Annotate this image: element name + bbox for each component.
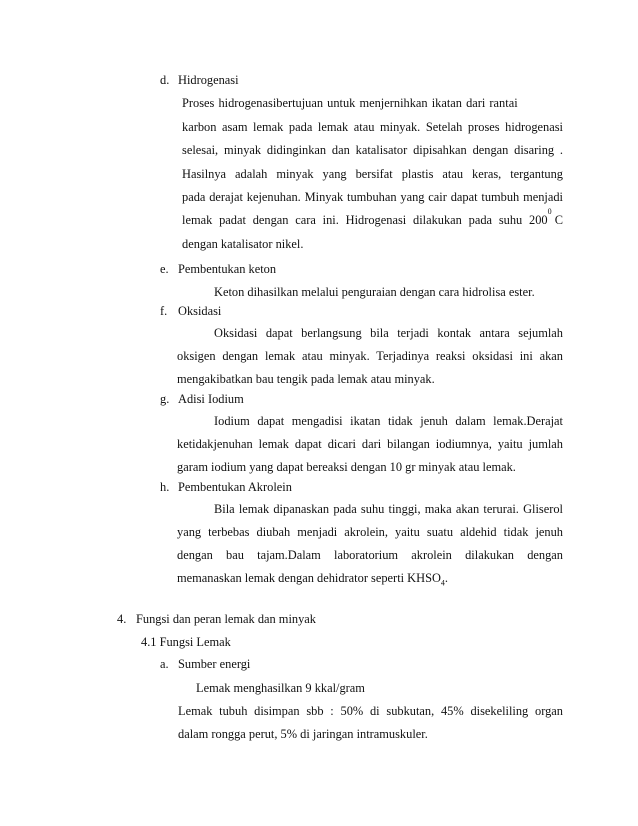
item-e-label: e. bbox=[160, 262, 169, 276]
item-d-line-7: dengan katalisator nikel. bbox=[182, 237, 304, 251]
item-f-title: Oksidasi bbox=[178, 304, 222, 318]
item-h-title: Pembentukan Akrolein bbox=[178, 480, 292, 494]
formula-end: . bbox=[444, 571, 449, 585]
temperature-unit: C bbox=[551, 213, 563, 227]
item-g-line-1: Iodium dapat mengadisi ikatan tidak jenuh dalam lemak.Derajat bbox=[214, 414, 563, 428]
item-d-line-4: Hasilnya adalah minyak yang bersifat plastis atau keras, tergantung bbox=[182, 167, 563, 181]
item-f-line-2: oksigen dengan lemak atau minyak. Terjadinya reaksi oksidasi ini akan bbox=[177, 349, 563, 363]
subsection-4-1-heading: 4.1 Fungsi Lemak bbox=[141, 635, 231, 649]
item-g-line-3: garam iodium yang dapat bereaksi dengan 10 gr minyak atau lemak. bbox=[177, 460, 516, 474]
item-a-line-2: Lemak tubuh disimpan sbb : 50% di subkutan, 45% disekeliling organ bbox=[178, 704, 563, 718]
item-g-line-2: ketidakjenuhan lemak dapat dicari dari bilangan iodiumnya, yaitu jumlah bbox=[177, 437, 563, 451]
item-f-label: f. bbox=[160, 304, 168, 318]
item-h-label: h. bbox=[160, 480, 170, 494]
item-d-line-6-text: lemak padat dengan cara ini. Hidrogenasi dilakukan pada suhu 200 bbox=[182, 213, 548, 227]
item-a-label: a. bbox=[160, 657, 169, 671]
formula-subscript: 4 bbox=[440, 578, 445, 588]
item-a-line-3: dalam rongga perut, 5% di jaringan intramuskuler. bbox=[178, 727, 428, 741]
item-g-label: g. bbox=[160, 392, 170, 406]
item-g-title: Adisi Iodium bbox=[178, 392, 244, 406]
section-4-title: Fungsi dan peran lemak dan minyak bbox=[136, 612, 316, 626]
item-a-line-1: Lemak menghasilkan 9 kkal/gram bbox=[196, 681, 365, 695]
item-d-line-2: karbon asam lemak pada lemak atau minyak. Setelah proses hidrogenasi bbox=[182, 120, 563, 134]
item-a-title: Sumber energi bbox=[178, 657, 251, 671]
item-e-line-1: Keton dihasilkan melalui penguraian dengan cara hidrolisa ester. bbox=[214, 285, 535, 299]
item-d-line-1: Proses hidrogenasibertujuan untuk menjernihkan ikatan dari rantai bbox=[182, 96, 518, 110]
item-d-title: Hidrogenasi bbox=[178, 73, 239, 87]
item-h-line-2: yang terbebas diubah menjadi akrolein, yaitu suatu aldehid tidak jenuh bbox=[177, 525, 563, 539]
item-h-line-1: Bila lemak dipanaskan pada suhu tinggi, maka akan terurai. Gliserol bbox=[214, 502, 563, 516]
item-d-line-5: pada derajat kejenuhan. Minyak tumbuhan yang cair dapat tumbuh menjadi bbox=[182, 190, 563, 204]
item-d-label: d. bbox=[160, 73, 170, 87]
item-h-line-4 bbox=[177, 570, 448, 586]
formula-text: memanaskan lemak dengan dehidrator seperti KHSO bbox=[177, 571, 441, 585]
item-d-line-3: selesai, minyak didinginkan dan katalisator dipisahkan dengan disaring . bbox=[182, 143, 563, 157]
item-f-line-1: Oksidasi dapat berlangsung bila terjadi kontak antara sejumlah bbox=[214, 326, 563, 340]
item-h-line-3: dengan bau tajam.Dalam laboratorium akrolein dilakukan dengan bbox=[177, 548, 563, 562]
item-f-line-3: mengakibatkan bau tengik pada lemak atau minyak. bbox=[177, 372, 435, 386]
section-4-label: 4. bbox=[117, 612, 127, 626]
temperature-superscript: 0 bbox=[547, 207, 552, 216]
item-e-title: Pembentukan keton bbox=[178, 262, 277, 276]
item-d-line-6 bbox=[182, 207, 563, 228]
